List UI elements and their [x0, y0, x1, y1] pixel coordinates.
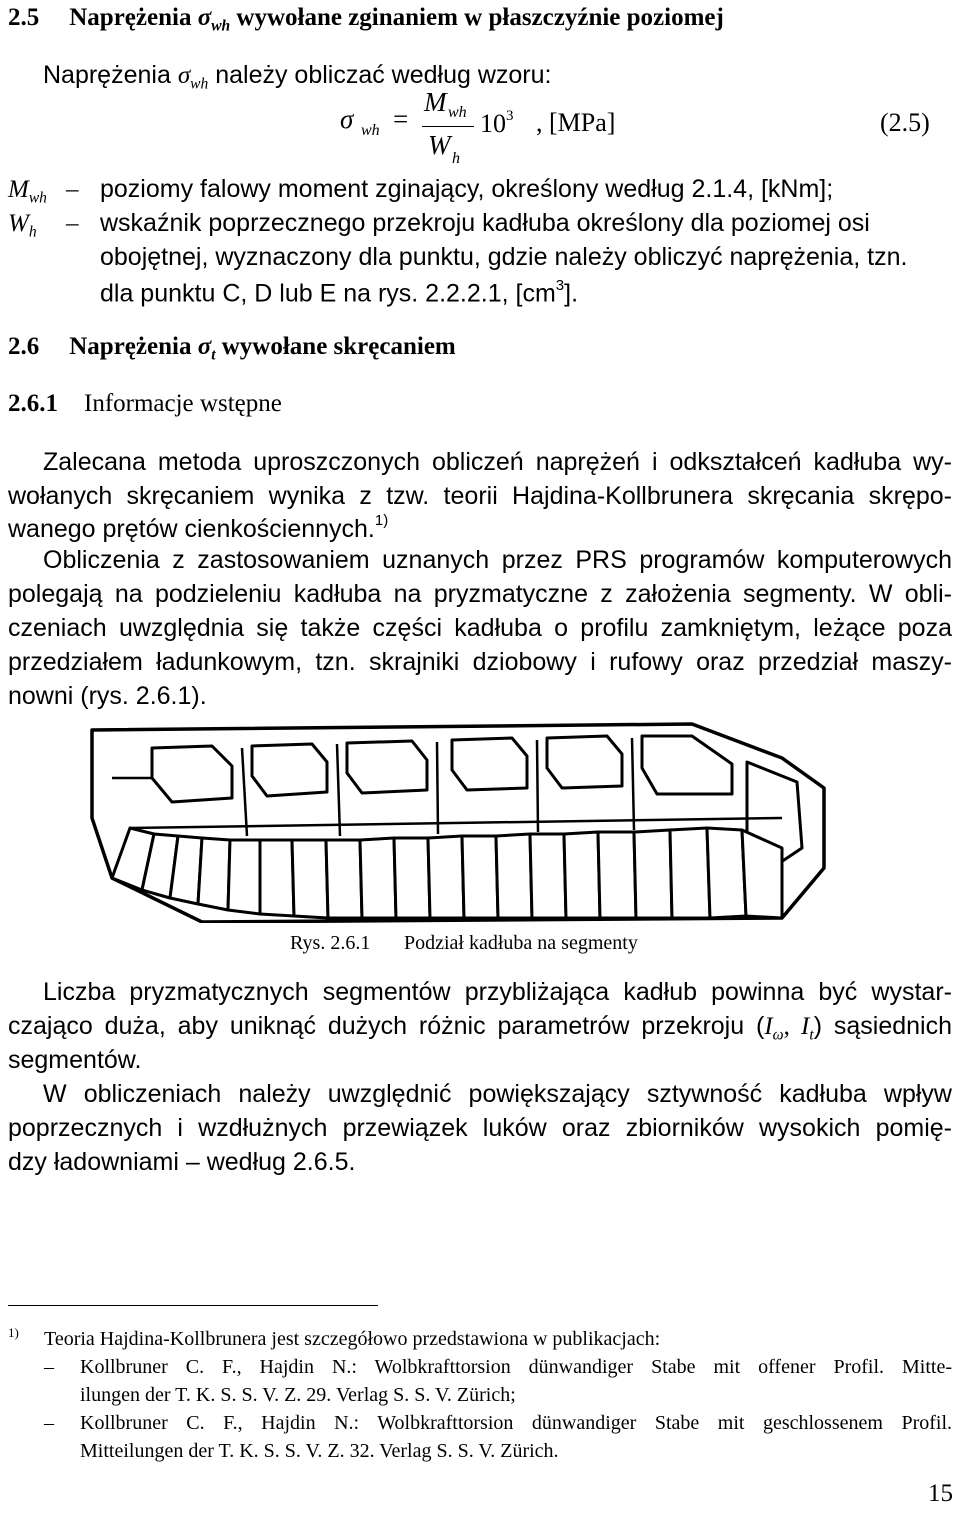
text-line: czająco duża, aby uniknąć dużych różnic parametrów przekroju ($I_\omega$, $I_t$) sąsiednich — [8, 1012, 953, 1044]
page-number: 15 — [928, 1480, 953, 1507]
def-text: dla punktu C, D lub E na rys. 2.2.2.1, $[cm^3]$. — [100, 277, 579, 308]
formula-number: (2.5) — [880, 108, 930, 137]
section-number: 2.6 — [8, 333, 40, 360]
footnote-text: Mitteilungen der T. K. S. S. V. Z. 32. Verlag S. S. V. Zürich. — [80, 1440, 559, 1462]
formula-denominator-sub: h — [452, 150, 460, 167]
text-line: nowni (rys. 2.6.1). — [8, 682, 207, 710]
formula-power: $10^3$ — [480, 108, 514, 138]
footnote-dash: – — [44, 1412, 54, 1434]
def-text: wskaźnik poprzecznego przekroju kadłuba określony dla poziomej osi — [100, 209, 870, 237]
def-symbol: $M_{wh}$ — [8, 176, 47, 207]
heading-text: wywołane zginaniem w płaszczyźnie poziomej — [236, 4, 724, 31]
intro-sentence: Naprężenia $\sigma_{wh}$ należy obliczać według wzoru: — [43, 61, 552, 93]
fraction-bar — [422, 126, 474, 127]
text-line: segmentów. — [8, 1046, 142, 1074]
section-number: 2.6.1 — [8, 390, 58, 417]
sigma-symbol: $\sigma_{wh}$ — [177, 62, 209, 93]
hull-segments-figure — [82, 718, 842, 923]
def-dash: – — [66, 176, 79, 203]
def-symbol: $W_h$ — [8, 210, 37, 241]
sigma-symbol: $\sigma_{wh}$ — [197, 4, 231, 35]
text-line: dzy ładowniami – według 2.6.5. — [8, 1148, 356, 1176]
text-line: czeniach uwzględnia się także części kadłuba o profilu zamkniętym, leżące poza — [8, 614, 952, 642]
def-dash: – — [66, 210, 79, 237]
footnote-text: Kollbruner C. F., Hajdin N.: Wolbkrafttorsion dünwandiger Stabe mit offener Profil. Mitte- — [80, 1356, 952, 1378]
text-line: Zalecana metoda uproszczonych obliczeń naprężeń i odkształceń kadłuba wy- — [43, 448, 952, 476]
text-line: Liczba pryzmatycznych segmentów przybliżająca kadłub powinna być wystar- — [43, 978, 952, 1006]
formula-lhs: σ — [340, 104, 354, 134]
footnote-dash: – — [44, 1356, 54, 1378]
footnote-text: ilungen der T. K. S. S. V. Z. 29. Verlag S. S. V. Zürich; — [80, 1384, 516, 1406]
text-line: W obliczeniach należy uwzględnić powiększający sztywność kadłuba wpływ — [43, 1080, 952, 1108]
heading-text: Naprężenia — [69, 4, 192, 31]
formula-unit: , [MPa] — [536, 108, 616, 137]
def-text: poziomy falowy moment zginający, określony według 2.1.4, [kNm]; — [100, 175, 834, 203]
text-line: Obliczenia z zastosowaniem uznanych przez PRS programów komputerowych — [43, 546, 952, 574]
text-line: przedziałem ładunkowym, tzn. skrajniki dziobowy i rufowy oraz przedział maszy- — [8, 648, 952, 676]
section-2-6-heading: 2.6 Naprężenia $\sigma_t$ wywołane skręcaniem — [8, 333, 456, 364]
footnote-ref: 1) — [374, 512, 389, 529]
formula-numerator: M — [424, 87, 447, 117]
footnote-marker: 1) — [8, 1325, 19, 1340]
footnote-text: Kollbruner C. F., Hajdin N.: Wolbkrafttorsion dünwandiger Stabe mit geschlossenem Profil. — [80, 1412, 952, 1434]
figure-label: Rys. 2.6.1 — [290, 932, 371, 954]
formula-lhs-sub: wh — [361, 122, 380, 139]
footnote-text: Teoria Hajdina-Kollbrunera jest szczegółowo przedstawiona w publikacjach: — [44, 1328, 661, 1350]
formula-equals: = — [393, 104, 409, 134]
heading-text: Informacje wstępne — [84, 390, 282, 417]
formula-denominator: W — [428, 130, 451, 160]
sigma-symbol: $\sigma_t$ — [197, 333, 216, 364]
text-line: wołanych skręcaniem wynika z tzw. teorii Hajdina-Kollbrunera skręcania skrępo- — [8, 482, 952, 510]
def-text: obojętnej, wyznaczony dla punktu, gdzie należy obliczyć naprężenia, tzn. — [100, 243, 908, 271]
formula-numerator-sub: wh — [448, 104, 467, 121]
section-number: 2.5 — [8, 4, 40, 31]
section-2-6-1-heading — [8, 390, 282, 418]
text-line: polegają na podzieleniu kadłuba na pryzmatyczne z założenia segmenty. W obli- — [8, 580, 952, 608]
text-line: wanego prętów cienkościennych.$^{1)}$ — [8, 512, 389, 543]
section-2-5-heading — [8, 4, 724, 35]
footnote-rule — [8, 1305, 378, 1306]
text-line: poprzecznych i wzdłużnych przewiązek luków oraz zbiorników wysokich pomię- — [8, 1114, 952, 1142]
figure-caption: Podział kadłuba na segmenty — [404, 932, 638, 954]
